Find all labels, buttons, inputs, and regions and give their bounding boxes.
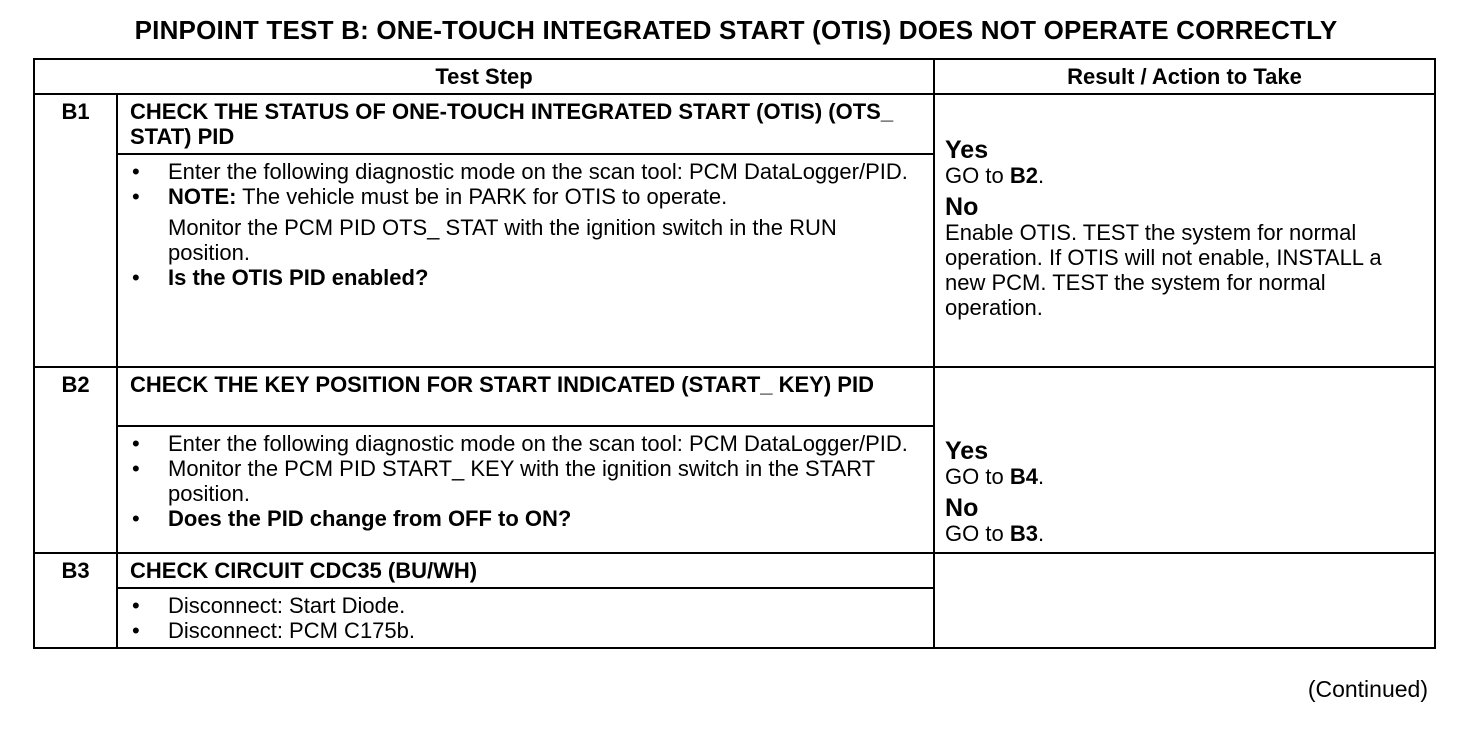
step-heading: CHECK THE STATUS OF ONE-TOUCH INTEGRATED START (OTIS) (OTS_ STAT) PID bbox=[117, 94, 934, 154]
page-title: PINPOINT TEST B: ONE-TOUCH INTEGRATED START (OTIS) DOES NOT OPERATE CORRECTLY bbox=[134, 15, 1338, 45]
table-header-row bbox=[34, 59, 1435, 94]
header-result-action: Result / Action to Take bbox=[934, 59, 1435, 94]
list-item: • Is the OTIS PID enabled? bbox=[168, 265, 923, 290]
list-item: • Disconnect: Start Diode. bbox=[168, 593, 923, 618]
list-item: • Enter the following diagnostic mode on the scan tool: PCM DataLogger/PID. bbox=[168, 159, 923, 184]
header-test-step: Test Step bbox=[34, 59, 934, 94]
list-item: • NOTE: The vehicle must be in PARK for OTIS to operate. Monitor the PCM PID OTS_ STAT with the ignition switch in the RUN position. bbox=[168, 184, 923, 265]
step-instructions bbox=[117, 426, 934, 553]
list-item: • Disconnect: PCM C175b. bbox=[168, 618, 923, 643]
result-yes-text: GO to B4. bbox=[945, 464, 1045, 489]
step-reference: B3 bbox=[1009, 521, 1038, 546]
result-no-text: GO to B3. bbox=[945, 521, 1045, 546]
list-item: • Does the PID change from OFF to ON? bbox=[168, 506, 923, 531]
result-yes-label: Yes bbox=[945, 437, 989, 465]
step-heading: CHECK CIRCUIT CDC35 (BU/WH) bbox=[117, 553, 934, 588]
step-heading: CHECK THE KEY POSITION FOR START INDICATED (START_ KEY) PID bbox=[117, 367, 934, 426]
step-instructions bbox=[117, 588, 934, 648]
list-item: • Enter the following diagnostic mode on the scan tool: PCM DataLogger/PID. bbox=[168, 431, 923, 456]
step-reference: B2 bbox=[1009, 163, 1038, 188]
pinpoint-test-table bbox=[33, 58, 1436, 649]
step-id: B1 bbox=[34, 94, 117, 154]
result-yes-text: GO to B2. bbox=[945, 163, 1045, 188]
step-heading-row bbox=[34, 553, 1435, 588]
step-reference: B4 bbox=[1009, 464, 1038, 489]
result-yes-label: Yes bbox=[945, 136, 989, 164]
result-no-label: No bbox=[945, 494, 979, 522]
step-result bbox=[934, 94, 1435, 367]
step-id: B3 bbox=[34, 553, 117, 588]
continued-label: (Continued) bbox=[1307, 676, 1428, 702]
step-id: B2 bbox=[34, 367, 117, 426]
step-instructions bbox=[117, 154, 934, 367]
step-result bbox=[934, 367, 1435, 553]
step-heading-row bbox=[34, 367, 1435, 426]
step-result bbox=[934, 553, 1435, 648]
result-no-label: No bbox=[945, 193, 979, 221]
list-item-detail: Monitor the PCM PID OTS_ STAT with the ignition switch in the RUN position. bbox=[168, 215, 837, 265]
step-heading-row bbox=[34, 94, 1435, 154]
result-no-text: Enable OTIS. TEST the system for normal operation. If OTIS will not enable, INSTALL a new PCM. TEST the system for normal operation. bbox=[945, 220, 1382, 320]
list-item: • Monitor the PCM PID START_ KEY with the ignition switch in the START position. bbox=[168, 456, 923, 506]
